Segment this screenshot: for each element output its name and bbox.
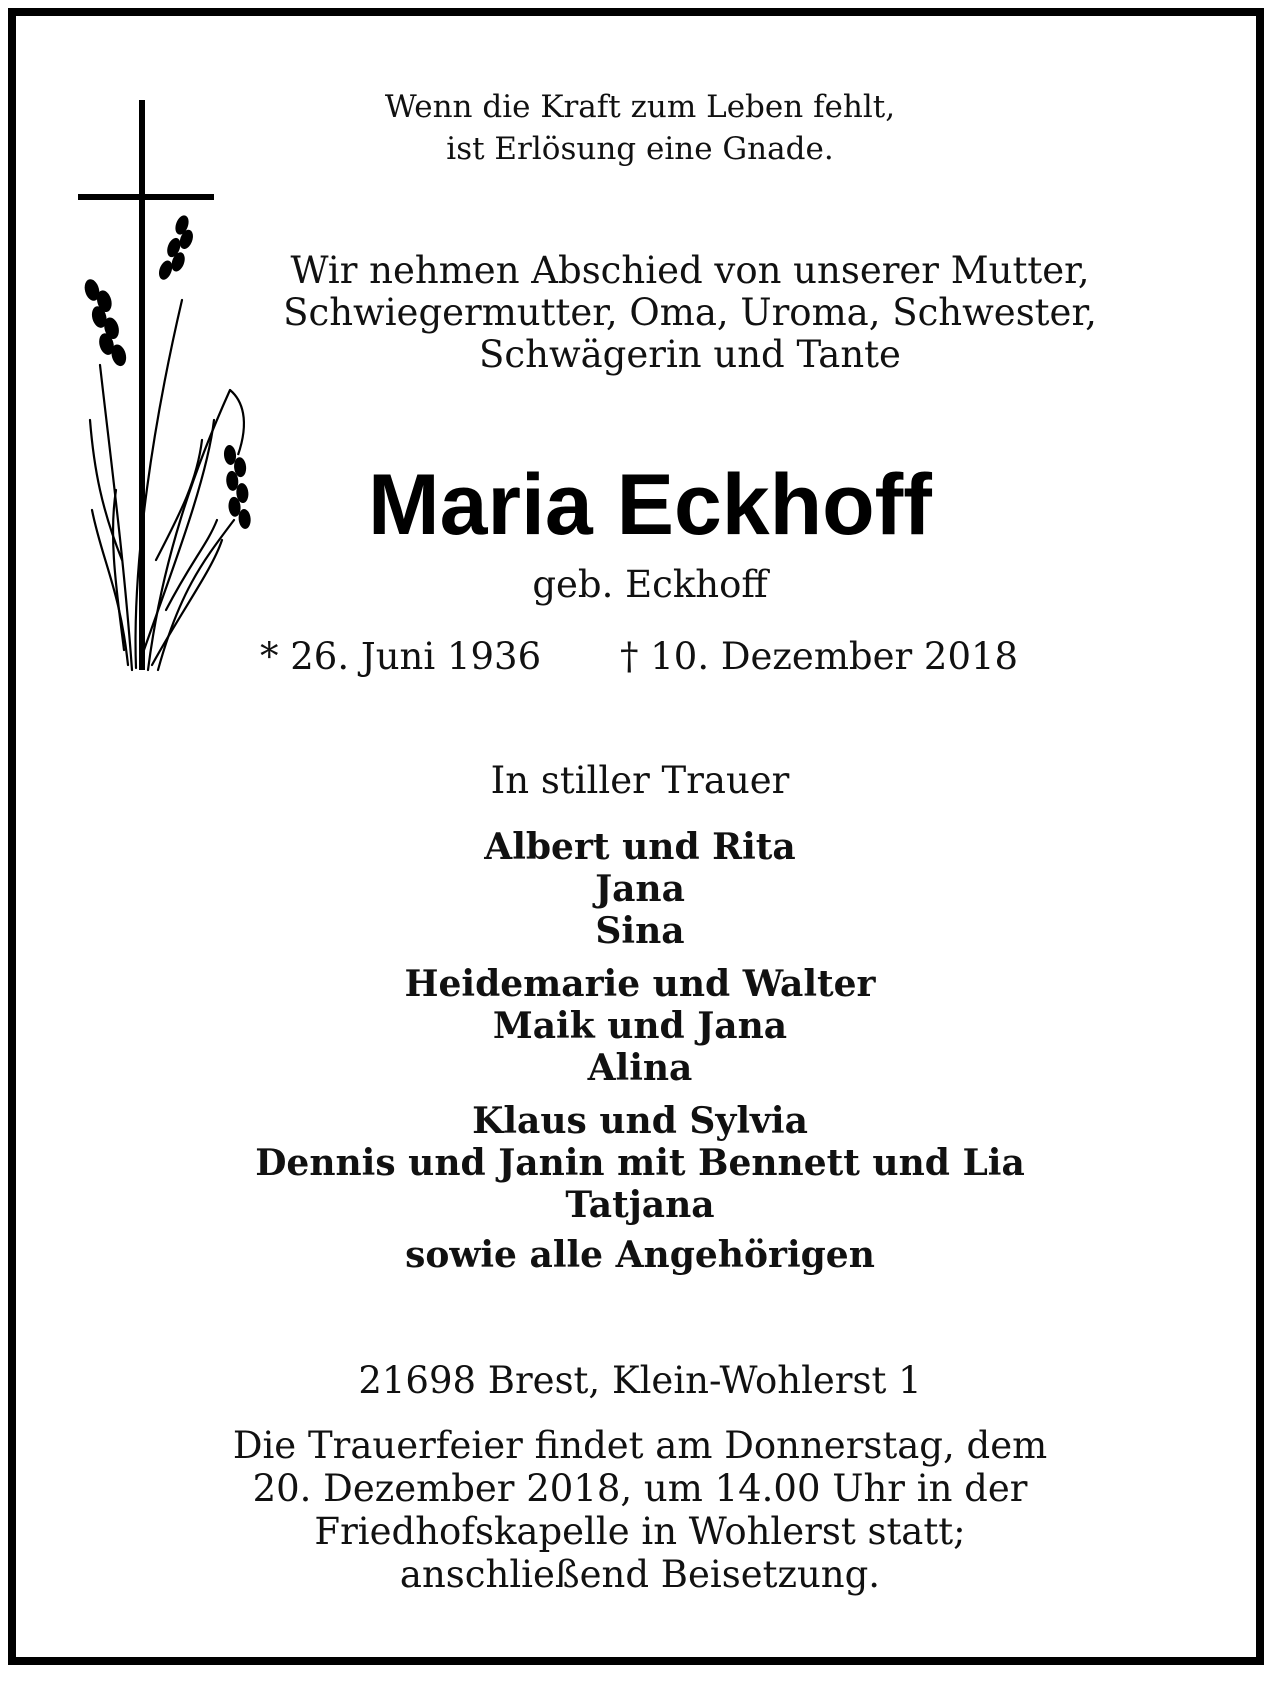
intro-line: Schwägerin und Tante <box>479 333 901 376</box>
intro-line: Schwiegermutter, Oma, Uroma, Schwester, <box>283 291 1097 334</box>
wheat-icon <box>90 300 234 670</box>
death-date: † 10. Dezember 2018 <box>620 635 1019 678</box>
mourner-line: Heidemarie und Walter <box>404 963 876 1005</box>
birth-date: * 26. Juni 1936 <box>260 635 542 678</box>
motto-line: Wenn die Kraft zum Leben fehlt, <box>384 89 896 125</box>
service-line: Die Trauerfeier findet am Donnerstag, dem <box>232 1424 1048 1467</box>
mourner-group <box>0 826 1280 952</box>
mourner-line: Albert und Rita <box>484 826 796 868</box>
mourner-group <box>0 1100 1280 1226</box>
mourner-line: Sina <box>595 910 685 952</box>
maiden-name: geb. Eckhoff <box>532 563 768 606</box>
motto <box>0 86 1280 170</box>
mourner-line: Dennis und Janin mit Bennett und Lia <box>255 1142 1025 1184</box>
mourner-group <box>0 963 1280 1089</box>
farewell-intro <box>250 250 1130 376</box>
mourning-heading: In stiller Trauer <box>490 759 790 802</box>
mourner-group <box>0 1234 1280 1276</box>
cross-icon <box>78 100 214 670</box>
cross-and-wheat-icon <box>62 90 282 680</box>
mourner-line: Klaus und Sylvia <box>472 1100 808 1142</box>
mourner-line: Tatjana <box>565 1184 715 1226</box>
address: 21698 Brest, Klein-Wohlerst 1 <box>358 1359 922 1402</box>
deceased-name: Maria Eckhoff <box>368 457 932 553</box>
funeral-service-notice <box>0 1424 1280 1596</box>
service-line: anschließend Beisetzung. <box>399 1553 881 1596</box>
mourner-line: Alina <box>587 1047 693 1089</box>
mourner-line: Jana <box>595 868 685 910</box>
intro-line: Wir nehmen Abschied von unserer Mutter, <box>290 249 1090 292</box>
mourner-line: Maik und Jana <box>492 1005 788 1047</box>
mourner-line: sowie alle Angehörigen <box>405 1234 875 1276</box>
motto-line: ist Erlösung eine Gnade. <box>446 131 834 167</box>
service-line: 20. Dezember 2018, um 14.00 Uhr in der <box>252 1467 1028 1510</box>
service-line: Friedhofskapelle in Wohlerst statt; <box>314 1510 966 1553</box>
